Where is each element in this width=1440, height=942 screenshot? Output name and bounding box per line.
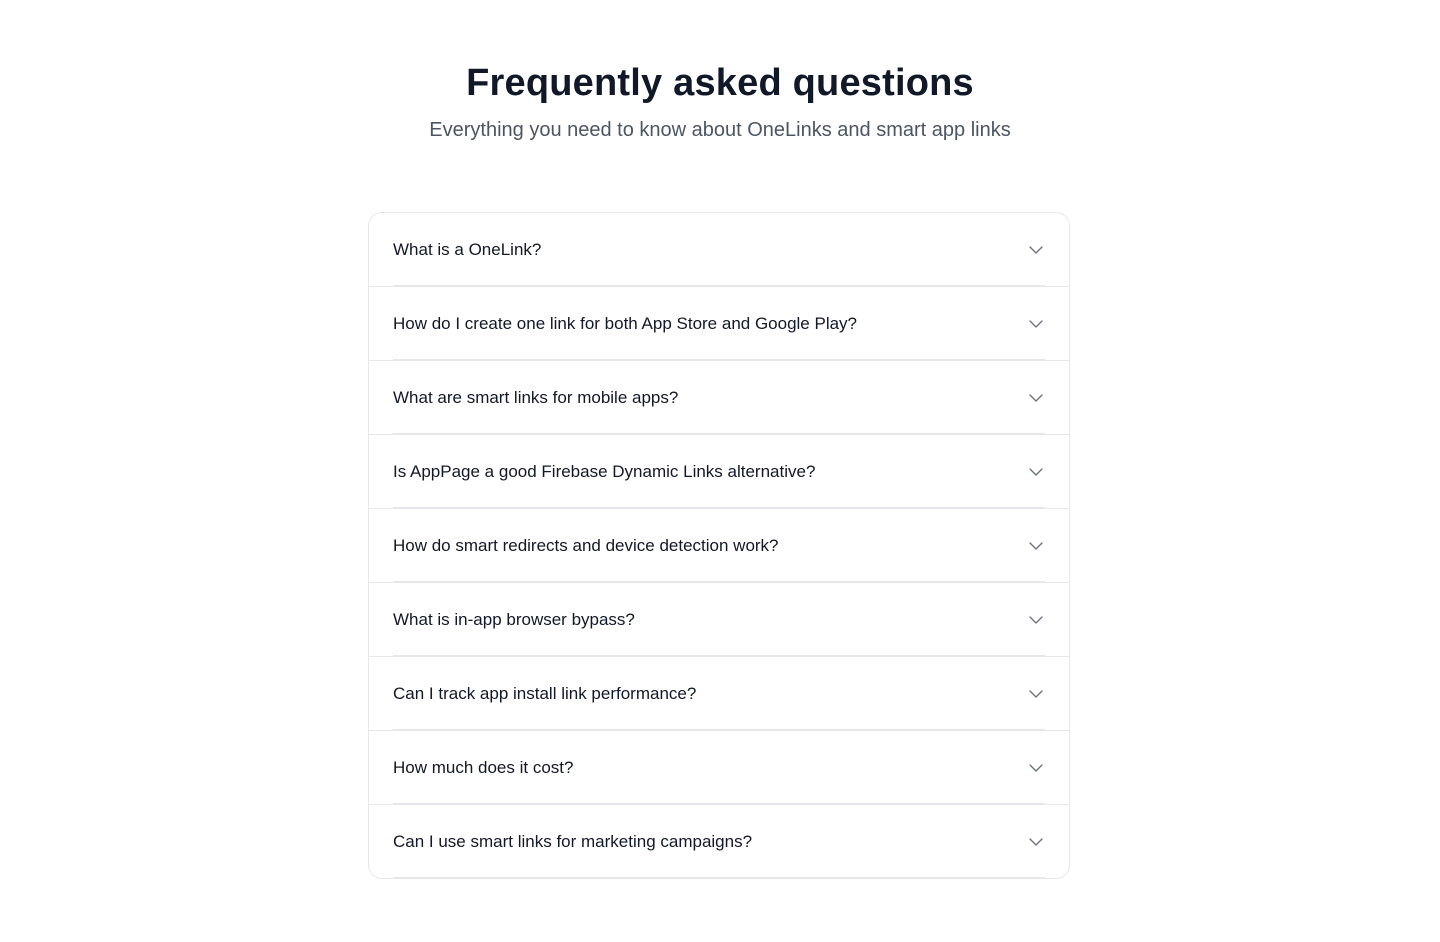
faq-header [0, 0, 1440, 144]
faq-question-text: What is a OneLink? [393, 239, 542, 259]
faq-question-text: What is in-app browser bypass? [393, 609, 635, 629]
faq-question-button[interactable] [369, 805, 1069, 878]
faq-question-button[interactable] [369, 287, 1069, 360]
faq-item[interactable] [369, 286, 1069, 360]
chevron-down-icon[interactable] [1027, 463, 1045, 481]
faq-item[interactable] [369, 434, 1069, 508]
chevron-down-icon[interactable] [1027, 685, 1045, 703]
faq-question-button[interactable] [369, 361, 1069, 434]
faq-question-text: Is AppPage a good Firebase Dynamic Links alternative? [393, 461, 816, 481]
chevron-down-icon[interactable] [1027, 241, 1045, 259]
chevron-down-icon[interactable] [1027, 389, 1045, 407]
faq-question-text: How do smart redirects and device detection work? [393, 535, 779, 555]
faq-question-button[interactable] [369, 509, 1069, 582]
chevron-down-icon[interactable] [1027, 759, 1045, 777]
faq-subtitle: Everything you need to know about OneLinks and smart app links [429, 119, 1011, 141]
faq-item[interactable] [369, 360, 1069, 434]
faq-item[interactable] [369, 213, 1069, 286]
faq-question-button[interactable] [369, 435, 1069, 508]
faq-item[interactable] [369, 582, 1069, 656]
chevron-down-icon[interactable] [1027, 537, 1045, 555]
faq-question-text: How much does it cost? [393, 757, 574, 777]
faq-accordion [368, 212, 1070, 879]
faq-title: Frequently asked questions [466, 62, 974, 104]
faq-item[interactable] [369, 656, 1069, 730]
faq-question-button[interactable] [369, 657, 1069, 730]
faq-question-button[interactable] [369, 213, 1069, 286]
faq-question-text: Can I use smart links for marketing campaigns? [393, 831, 753, 851]
faq-question-button[interactable] [369, 731, 1069, 804]
faq-question-text: How do I create one link for both App Store and Google Play? [393, 313, 858, 333]
faq-item[interactable] [369, 730, 1069, 804]
faq-item[interactable] [369, 508, 1069, 582]
faq-question-text: Can I track app install link performance? [393, 683, 697, 703]
faq-item[interactable] [369, 804, 1069, 878]
chevron-down-icon[interactable] [1027, 611, 1045, 629]
faq-question-button[interactable] [369, 583, 1069, 656]
chevron-down-icon[interactable] [1027, 315, 1045, 333]
faq-question-text: What are smart links for mobile apps? [393, 387, 679, 407]
chevron-down-icon[interactable] [1027, 833, 1045, 851]
